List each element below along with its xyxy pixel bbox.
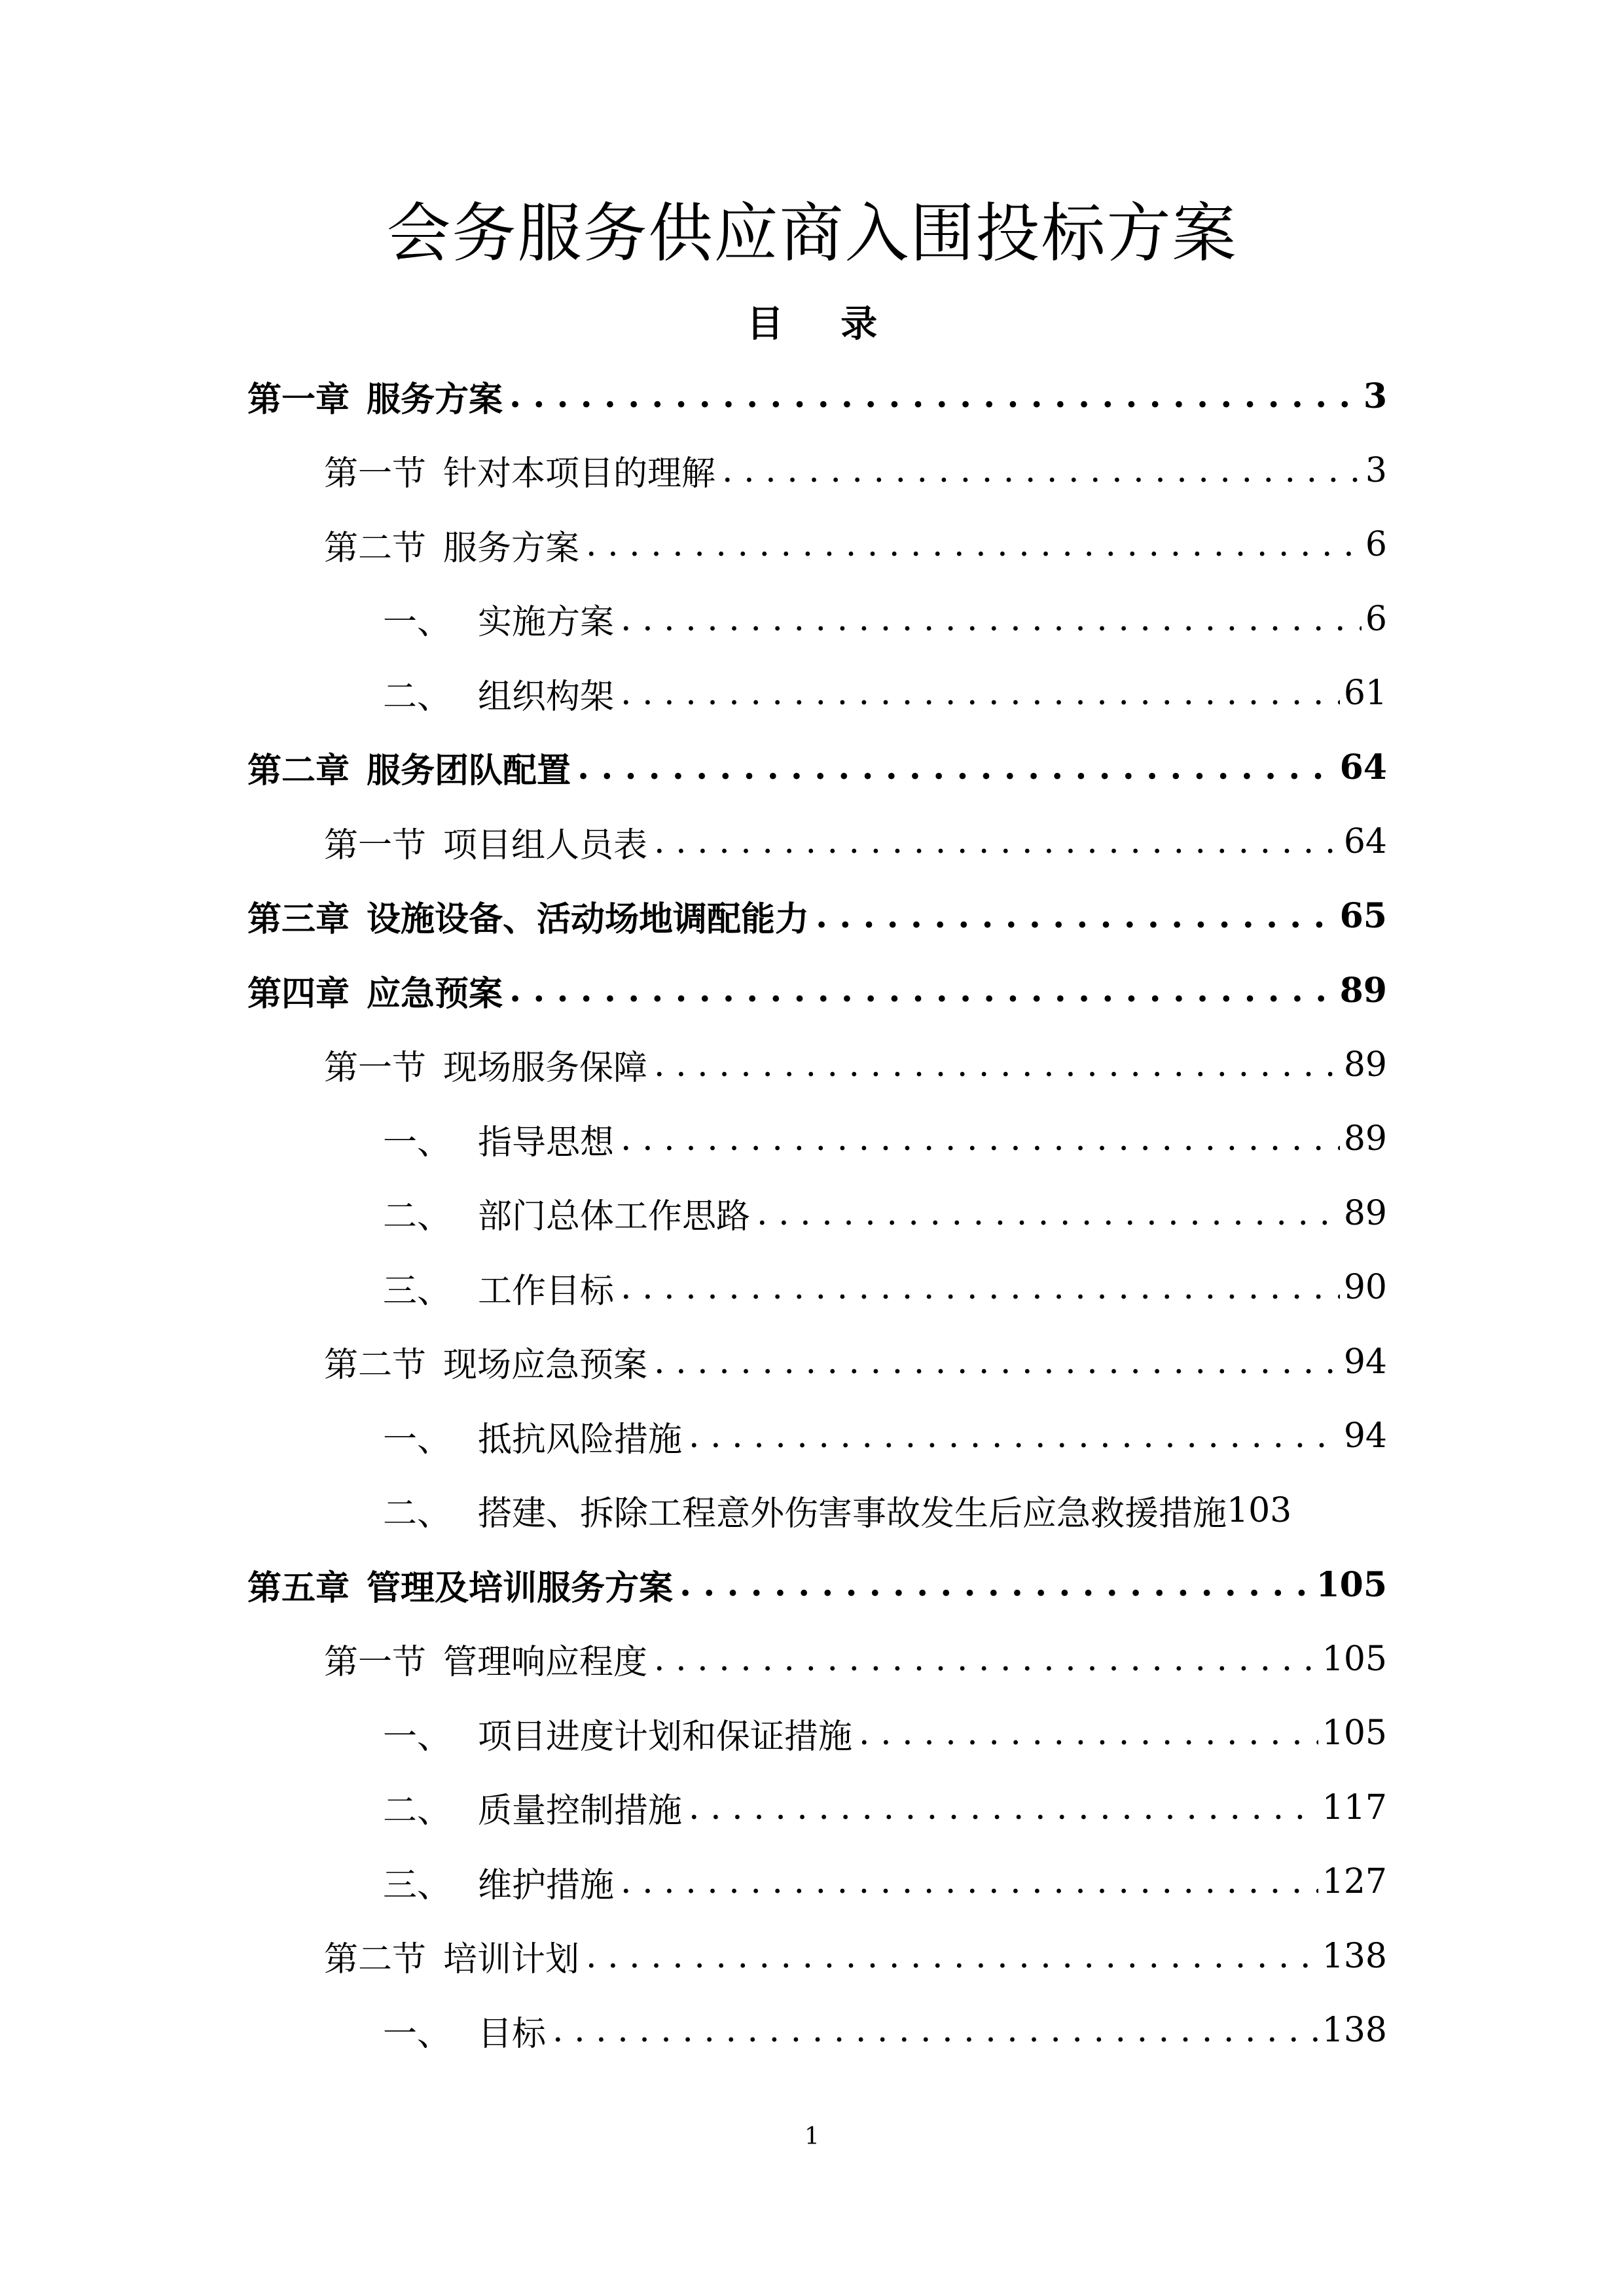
toc-entry-page: 105 [1322, 1713, 1387, 1753]
toc-dot-leader [509, 373, 1360, 419]
toc-entry-chapter[interactable] [247, 738, 1387, 797]
toc-entry-number: 一、 [383, 1420, 452, 1460]
toc-entry-chapter[interactable] [247, 887, 1387, 946]
toc-entry-label [324, 1634, 647, 1683]
toc-entry-section[interactable] [324, 1333, 1387, 1391]
toc-entry-page: 94 [1343, 1342, 1387, 1382]
toc-entry-title: 项目进度计划和保证措施 [478, 1717, 853, 1757]
page-number: 1 [804, 2123, 820, 2150]
toc-entry-number: 第五章 [247, 1568, 350, 1608]
toc-entry-section[interactable] [324, 1630, 1387, 1689]
toc-entry-label [247, 372, 503, 421]
toc-dot-leader [552, 2007, 1318, 2053]
toc-dot-leader [586, 1933, 1318, 1979]
toc-entry-title: 质量控制措施 [478, 1791, 683, 1831]
toc-entry-label [383, 1412, 682, 1461]
toc-entry-page: 65 [1339, 896, 1387, 936]
toc-entry-number: 二、 [383, 1197, 452, 1236]
toc-entry-chapter[interactable] [247, 367, 1387, 425]
toc-entry-item[interactable] [383, 1481, 1387, 1540]
toc-entry-label [247, 1560, 673, 1609]
toc-dot-leader [654, 1636, 1318, 1682]
toc-entry-page: 89 [1343, 1045, 1387, 1085]
toc-dot-leader [621, 1859, 1318, 1905]
toc-dot-leader [679, 1562, 1312, 1607]
toc-entry-number: 一、 [383, 1717, 452, 1757]
toc-entry-title: 实施方案 [478, 603, 615, 642]
toc-entry-title: 服务方案 [367, 379, 503, 420]
toc-entry-title: 培训计划 [443, 1940, 580, 1979]
toc-entry-section[interactable] [324, 1927, 1387, 1986]
toc-entry-number: 第二节 [324, 1346, 427, 1385]
toc-entry-title: 服务方案 [443, 528, 580, 568]
toc-entry-page: 138 [1322, 1936, 1387, 1976]
toc-dot-leader [689, 1413, 1340, 1459]
toc-entry-page: 89 [1339, 970, 1387, 1011]
toc-entry-label [383, 1857, 614, 1907]
toc-entry-number: 二、 [383, 1494, 452, 1534]
toc-entry-label [324, 1931, 579, 1981]
toc-entry-section[interactable] [324, 812, 1387, 871]
toc-entry-page: 105 [1316, 1564, 1387, 1605]
toc-entry-label [324, 520, 579, 569]
toc-entry-page: 6 [1365, 525, 1387, 564]
toc-dot-leader [689, 1785, 1318, 1831]
toc-entry-number: 第一节 [324, 1643, 427, 1682]
toc-entry-label [324, 1337, 647, 1386]
toc-entry-item[interactable] [383, 1184, 1387, 1243]
toc-dot-leader [621, 670, 1340, 716]
toc-entry-number: 第二章 [247, 751, 350, 791]
toc-dot-leader [654, 1339, 1340, 1385]
toc-dot-leader [816, 893, 1336, 939]
toc-entry-chapter[interactable] [247, 961, 1387, 1020]
toc-entry-number: 第四章 [247, 973, 350, 1014]
document-title: 会务服务供应商入围投标方案 [386, 196, 1238, 271]
toc-entry-item[interactable] [383, 1852, 1387, 1911]
toc-entry-page: 89 [1343, 1119, 1387, 1158]
toc-entry-number: 一、 [383, 1122, 452, 1162]
toc-entry-label [383, 1709, 852, 1758]
toc-entry-number: 第三章 [247, 899, 350, 939]
toc-dot-leader [621, 596, 1362, 642]
toc-entry-title: 部门总体工作思路 [478, 1197, 751, 1236]
toc-entry-page: 6 [1365, 599, 1387, 639]
toc-entry-title: 管理响应程度 [443, 1643, 648, 1682]
toc-dot-leader [509, 967, 1336, 1013]
toc-dot-leader [859, 1710, 1318, 1756]
toc-entry-label [383, 1115, 614, 1164]
toc-entry-title: 管理及培训服务方案 [367, 1568, 674, 1608]
toc-entry-item[interactable] [383, 664, 1387, 723]
toc-entry-label [383, 1189, 750, 1238]
toc-entry-label [247, 966, 503, 1015]
toc-entry-number: 三、 [383, 1865, 452, 1905]
toc-entry-number: 第一节 [324, 454, 427, 493]
toc-entry-number: 第一节 [324, 825, 427, 865]
toc-entry-label [383, 1263, 614, 1312]
toc-entry-page: 3 [1365, 450, 1387, 490]
toc-entry-page: 3 [1363, 376, 1387, 416]
toc-entry-item[interactable] [383, 590, 1387, 649]
toc-entry-page: 94 [1343, 1416, 1387, 1456]
toc-entry-title: 抵抗风险措施 [478, 1420, 683, 1460]
toc-entry-title: 服务团队配置 [367, 751, 571, 791]
toc-entry-label [324, 817, 647, 867]
toc-entry-title: 应急预案 [367, 973, 503, 1014]
toc-entry-title: 现场服务保障 [443, 1049, 648, 1088]
toc-entry-number: 一、 [383, 603, 452, 642]
toc-entry-number: 三、 [383, 1271, 452, 1311]
toc-entry-item[interactable] [383, 1109, 1387, 1168]
toc-dot-leader [621, 1116, 1340, 1162]
toc-entry-number: 第一节 [324, 1049, 427, 1088]
toc-entry-label [247, 743, 571, 792]
toc-entry-page: 103 [1227, 1490, 1292, 1530]
toc-entry-page: 127 [1322, 1862, 1387, 1901]
toc-entry-section[interactable] [324, 1035, 1387, 1094]
toc-entry-label [324, 446, 715, 495]
toc-entry-item[interactable] [383, 1704, 1387, 1763]
toc-entry-item[interactable] [383, 1258, 1387, 1317]
toc-entry-title: 工作目标 [478, 1271, 615, 1311]
toc-dot-leader [757, 1191, 1340, 1236]
toc-entry-number: 二、 [383, 677, 452, 717]
toc-entry-number: 第二节 [324, 1940, 427, 1979]
toc-entry-page: 61 [1343, 673, 1387, 713]
toc-entry-title: 维护措施 [478, 1865, 615, 1905]
toc-heading: 目 录 [746, 302, 900, 346]
toc-entry-page: 117 [1322, 1787, 1387, 1827]
toc-entry-page: 90 [1343, 1268, 1387, 1307]
toc-entry-number: 第二节 [324, 528, 427, 568]
toc-entry-page: 64 [1343, 822, 1387, 861]
toc-entry-page: 89 [1343, 1193, 1387, 1233]
toc-entry-page: 105 [1322, 1639, 1387, 1679]
toc-dot-leader [654, 819, 1340, 865]
toc-entry-page: 64 [1339, 747, 1387, 787]
toc-dot-leader [621, 1265, 1340, 1310]
toc-entry-item[interactable] [383, 2001, 1387, 2060]
toc-entry-label [383, 1783, 682, 1832]
toc-entry-chapter[interactable] [247, 1555, 1387, 1614]
toc-dot-leader [722, 448, 1362, 493]
toc-entry-label [383, 594, 614, 643]
toc-entry-label [383, 1486, 1227, 1535]
toc-entry-title: 指导思想 [478, 1122, 615, 1162]
toc-dot-leader [577, 745, 1336, 791]
toc-entry-title: 搭建、拆除工程意外伤害事故发生后应急救援措施 [478, 1494, 1227, 1534]
toc-entry-number: 第一章 [247, 379, 350, 420]
toc-entry-label [247, 891, 809, 941]
toc-entry-section[interactable] [324, 515, 1387, 574]
toc-entry-title: 现场应急预案 [443, 1346, 648, 1385]
toc-entry-item[interactable] [383, 1407, 1387, 1465]
toc-dot-leader [586, 522, 1362, 567]
toc-entry-title: 针对本项目的理解 [443, 454, 716, 493]
toc-entry-label [383, 669, 614, 718]
toc-entry-number: 一、 [383, 2014, 452, 2054]
toc-entry-item[interactable] [383, 1778, 1387, 1837]
toc-entry-title: 设施设备、活动场地调配能力 [367, 899, 810, 939]
toc-entry-number: 二、 [383, 1791, 452, 1831]
toc-dot-leader [654, 1042, 1340, 1088]
toc-entry-label [383, 2006, 546, 2055]
toc-entry-title: 组织构架 [478, 677, 615, 717]
toc-entry-title: 项目组人员表 [443, 825, 648, 865]
toc-entry-section[interactable] [324, 441, 1387, 500]
toc-entry-page: 138 [1322, 2011, 1387, 2050]
toc-entry-label [324, 1040, 647, 1089]
toc-entry-title: 目标 [478, 2014, 547, 2054]
